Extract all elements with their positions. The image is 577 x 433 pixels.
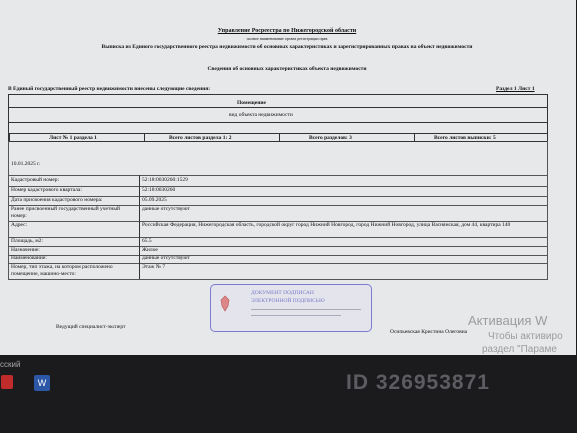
authority-title: Управление Росреестра по Нижегородской области [217,28,357,34]
table-row [8,263,548,280]
section-title: Сведения об основных характеристиках объекта недвижимости [207,66,367,72]
signer-name: Осипьевская Кристина Олеговна [390,329,468,335]
name-value: данные отсутствуют [142,255,190,261]
row-label: Номер, тип этажа, на котором расположено помещение, машино-место: [11,264,113,277]
extract-title: Выписка из Единого государственного реестра недвижимости об основных характеристиках и зарегистрированных правах на объект недвижимости [101,44,473,50]
object-type: Помещение [237,100,266,106]
authority-subtitle: полное наименование органа регистрации прав [246,36,328,41]
area-value: 65.5 [142,238,152,244]
cadastral-number: 52:18:0030260:1529 [142,177,188,183]
row-label: Кадастровый номер: [11,177,60,183]
row-label: Дата присвоения кадастрового номера: [11,197,103,203]
sheet-number: Лист № 1 раздела 1 [49,135,97,141]
emblem-icon [217,295,233,313]
extract-date: 10.01.2025 г. [11,161,41,167]
table-row [8,205,548,222]
electronic-signature-stamp [210,284,372,332]
table-row [8,221,548,238]
intro-text: В Единый государственный реестр недвижимости внесены следующие сведения: [8,86,211,92]
purpose-value: Жилое [142,247,158,253]
total-sheets-extract: Всего листов выписки: 5 [434,135,496,141]
total-sheets-section: Всего листов раздела 1: 2 [169,135,232,141]
address-value: Российская Федерация, Нижегородская область, городской округ город Нижний Новгород, город Нижний Новгород, улица Васнянская, дом 44, квартира 140 [142,222,511,228]
razdel-label: Раздел 1 Лист 1 [496,86,535,92]
taskbar [0,355,577,433]
row-label: Площадь, м2: [11,238,43,244]
row-label: Адрес: [11,222,28,228]
stamp-line-1: ДОКУМЕНТ ПОДПИСАН [251,290,314,296]
floor-value: Этаж № 7 [142,264,166,270]
header-table [8,94,548,142]
row-label: Ранее присвоенный государственный учетный номер: [11,206,120,219]
id-watermark: ID 326953871 [346,371,490,394]
activation-title: Активация W [468,313,548,328]
date-row [8,141,548,176]
activation-line-3: раздел "Параме [482,344,557,355]
app-icon[interactable] [1,375,13,389]
cadastral-quarter: 52:18:0030260 [142,187,176,193]
word-icon[interactable]: W [34,375,50,391]
activation-line-2: Чтобы активиро [488,331,563,342]
previous-number: данные отсутствуют [142,206,190,212]
object-type-sub: вид объекта недвижимости [229,112,293,118]
stamp-line-2: ЭЛЕКТРОННОЙ ПОДПИСЬЮ [251,298,325,304]
row-label: Номер кадастрового квартала: [11,187,82,193]
assignment-date: 05.09.2025 [142,197,167,203]
total-sections: Всего разделов: 3 [309,135,352,141]
row-label: Наименование: [11,255,47,261]
taskbar-status-text: сский [0,360,21,369]
signer-role: Ведущий специалист-эксперт [56,324,126,330]
row-label: Назначение: [11,247,40,253]
